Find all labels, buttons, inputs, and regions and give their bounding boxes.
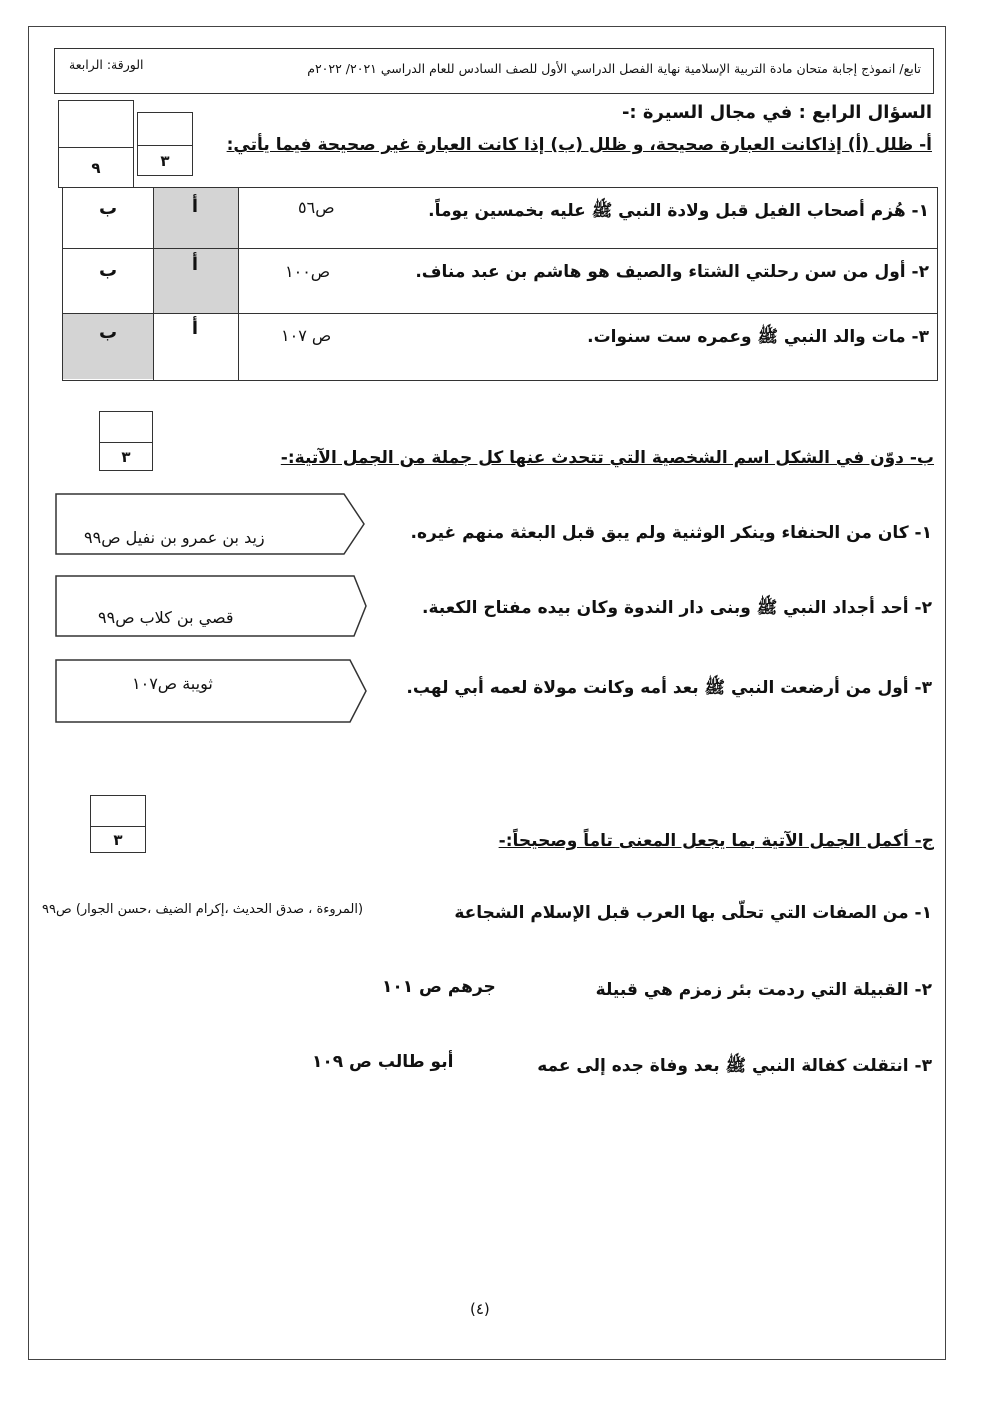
- part-c-instruction: ج- أكمل الجمل الآتية بما يجعل المعنى تاماً وصحيحاً:-: [498, 831, 934, 851]
- part-b-instruction: ب- دوّن في الشكل اسم الشخصية التي تتحدث عنها كل جملة من الجمل الآتية:-: [280, 448, 934, 468]
- total-score-max: [59, 101, 133, 148]
- header-sheet: الورقة: الرابعة: [69, 57, 144, 72]
- statement-3: ٣- مات والد النبي ﷺ وعمره ست سنوات.: [587, 327, 929, 347]
- header-title: تابع/ انموذج إجابة متحان مادة التربية الإسلامية نهاية الفصل الدراسي الأول للصف السادس للعام الدراسي ٢٠٢١/ ٢٠٢٢م: [307, 61, 921, 76]
- row-divider: [63, 248, 937, 249]
- answer-3: ثويبة ص١٠٧: [132, 674, 213, 693]
- part-c-score-box: [90, 795, 146, 853]
- statement-1: ١- هُزم أصحاب الفيل قبل ولادة النبي ﷺ عليه بخمسين يوماً.: [428, 201, 929, 221]
- question-title: السؤال الرابع : في مجال السيرة :-: [621, 102, 932, 123]
- part-b-score-max: [100, 412, 152, 443]
- part-c-score-max: [91, 796, 145, 827]
- part-c-score-value: ٣: [113, 831, 123, 849]
- page-ref: ص٥٦: [298, 198, 335, 217]
- part-b-score-box: [99, 411, 153, 471]
- statement-2: ٢- أول من سن رحلتي الشتاء والصيف هو هاشم بن عبد مناف.: [415, 262, 929, 282]
- answer-1: زيد بن عمرو بن نفيل ص٩٩: [84, 528, 265, 547]
- part-b-statement-3: ٣- أول من أرضعت النبي ﷺ بعد أمه وكانت مولاة لعمه أبي لهب.: [406, 678, 932, 698]
- col-divider: [153, 188, 154, 380]
- option-a[interactable]: أ: [191, 318, 199, 339]
- option-a[interactable]: أ: [191, 254, 199, 275]
- page-ref: ص١٠٠: [285, 262, 331, 281]
- part-a-score-max: [138, 113, 192, 146]
- option-b[interactable]: ب: [98, 260, 118, 281]
- col-divider: [238, 188, 239, 380]
- part-a-score-value: ٣: [160, 152, 170, 170]
- answer-shape-2: [54, 574, 368, 638]
- true-false-table: [62, 187, 938, 381]
- part-b-score-value: ٣: [121, 448, 131, 466]
- part-c-answer-1: (المروءة ، صدق الحديث ،إكرام الضيف ،حسن الجوار) ص٩٩: [42, 902, 364, 917]
- answer-2: قصي بن كلاب ص٩٩: [98, 608, 234, 627]
- total-score-value: ٩: [91, 159, 101, 177]
- page-ref: ص ١٠٧: [281, 326, 332, 345]
- row-divider: [63, 313, 937, 314]
- option-b[interactable]: ب: [98, 322, 118, 343]
- part-b-statement-1: ١- كان من الحنفاء وينكر الوثنية ولم يبق قبل البعثة منهم غيره.: [410, 523, 932, 543]
- part-c-statement-1: ١- من الصفات التي تحلّى بها العرب قبل الإسلام الشجاعة: [454, 903, 932, 923]
- part-c-answer-3: أبو طالب ص ١٠٩: [312, 1052, 454, 1072]
- part-a-instruction: أ- ظلل (أ) إذاكانت العبارة صحيحة، و ظلل (ب) إذا كانت العبارة غير صحيحة فيما يأتي:: [226, 135, 932, 155]
- part-c-answer-2: جرهم ص ١٠١: [382, 977, 496, 997]
- page-number: (٤): [470, 1300, 490, 1318]
- exam-header: [54, 48, 934, 94]
- total-score-box: [58, 100, 134, 188]
- option-b[interactable]: ب: [98, 198, 118, 219]
- part-b-statement-2: ٢- أحد أجداد النبي ﷺ وبنى دار الندوة وكان بيده مفتاح الكعبة.: [422, 598, 932, 618]
- option-a[interactable]: أ: [191, 196, 199, 217]
- part-a-score-box: [137, 112, 193, 176]
- part-c-statement-2: ٢- القبيلة التي ردمت بئر زمزم هي قبيلة: [595, 980, 932, 1000]
- part-c-statement-3: ٣- انتقلت كفالة النبي ﷺ بعد وفاة جده إلى عمه: [537, 1056, 932, 1076]
